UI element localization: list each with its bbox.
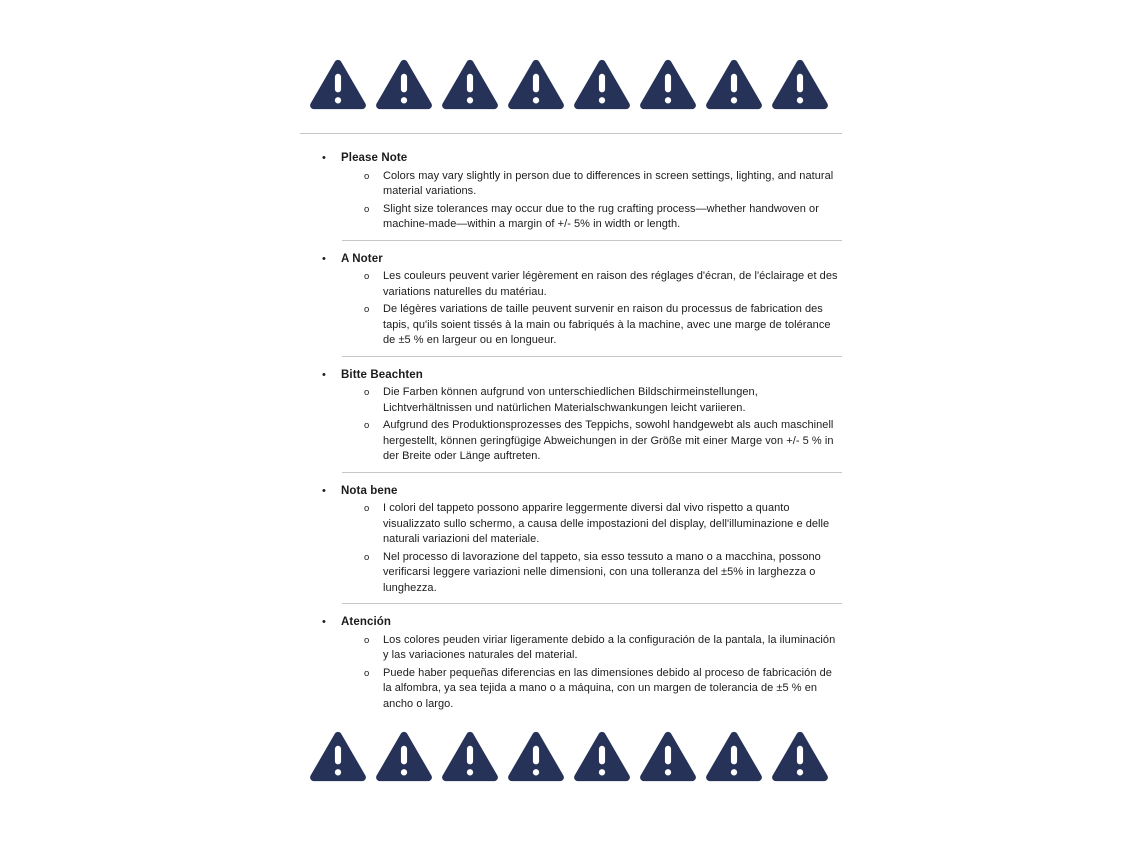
note-section <box>300 615 842 712</box>
warning-triangle-icon <box>772 58 828 111</box>
circle-bullet-marker: o <box>364 387 370 398</box>
warning-triangle-icon <box>640 58 696 111</box>
warning-triangle-icon <box>442 58 498 111</box>
section-title: Bitte Beachten <box>341 368 423 381</box>
circle-bullet-marker: o <box>364 170 370 182</box>
section-divider <box>342 472 842 473</box>
warning-triangle-icon <box>376 730 432 783</box>
note-text: Les couleurs peuvent varier légèrement en raison des réglages d'écran, de l'éclairage et des variations naturelles du matériau. <box>383 270 838 298</box>
note-section <box>300 368 842 473</box>
section-header <box>300 252 842 268</box>
note-section <box>300 252 842 357</box>
note-text: Nel processo di lavorazione del tappeto, sia esso tessuto a mano o a macchina, possono verificarsi leggere variazioni nelle dimensioni, con una tolleranza del ±5% in larghezza o lunghezza. <box>383 550 821 594</box>
note-item <box>300 202 842 233</box>
note-section <box>300 151 842 241</box>
section-divider <box>342 603 842 604</box>
note-text: Los colores peuden viriar ligeramente debido a la configuración de la pantala, la iluminación y las variaciones naturales del material. <box>383 633 836 661</box>
warning-triangle-icon <box>640 730 696 783</box>
note-sections <box>300 151 842 712</box>
bullet-marker: • <box>322 252 326 265</box>
warning-triangle-icon <box>706 730 762 783</box>
note-item <box>300 169 842 200</box>
warning-triangle-icon <box>772 730 828 783</box>
top-divider <box>300 133 842 134</box>
warning-triangle-icon <box>310 58 366 111</box>
bullet-marker: • <box>322 484 326 497</box>
warning-triangle-icon <box>442 730 498 783</box>
circle-bullet-marker: o <box>364 634 370 646</box>
bullet-marker: • <box>322 368 326 381</box>
circle-bullet-marker: o <box>364 420 370 431</box>
warning-triangle-icon <box>508 730 564 783</box>
section-header <box>300 615 842 631</box>
section-header <box>300 484 842 500</box>
note-section <box>300 484 842 605</box>
circle-bullet-marker: o <box>364 304 370 315</box>
note-item <box>300 302 842 349</box>
note-text: Puede haber pequeñas diferencias en las dimensiones debido al proceso de fabricación de la alfombra, ya sea tejida a mano o a máquina, con un margen de tolerancia de ±5 % en ancho o largo. <box>383 666 832 710</box>
note-item <box>300 633 842 664</box>
warning-triangle-row-bottom <box>300 730 842 783</box>
section-header <box>300 151 842 167</box>
section-divider <box>342 356 842 357</box>
circle-bullet-marker: o <box>364 203 370 215</box>
note-text: I colori del tappeto possono apparire leggermente diversi dal vivo rispetto a quanto visualizzato sullo schermo, a causa delle impostazioni del display, dell'illuminazione e delle naturali variazioni del materiale. <box>383 502 830 545</box>
circle-bullet-marker: o <box>364 503 370 514</box>
section-divider <box>342 240 842 241</box>
note-text: De légères variations de taille peuvent survenir en raison du processus de fabrication des tapis, qu'ils soient tissés à la main ou fabriqués à la machine, avec une marge de tolérance de ±5 % en largeur ou en longueur. <box>383 303 831 346</box>
warning-triangle-icon <box>310 730 366 783</box>
note-item <box>300 269 842 300</box>
section-title: A Noter <box>341 252 383 265</box>
section-title: Atención <box>341 616 391 628</box>
section-title: Nota bene <box>341 484 398 497</box>
section-title: Please Note <box>341 152 408 164</box>
note-item <box>300 501 842 548</box>
circle-bullet-marker: o <box>364 667 370 679</box>
warning-triangle-icon <box>574 730 630 783</box>
warning-triangle-row-top <box>300 58 842 111</box>
bullet-marker: • <box>322 616 326 628</box>
note-text: Slight size tolerances may occur due to the rug crafting process—whether handwoven or machine-made—within a margin of +/- 5% in width or length. <box>383 202 819 230</box>
warning-triangle-icon <box>376 58 432 111</box>
warning-triangle-icon <box>706 58 762 111</box>
note-text: Die Farben können aufgrund von unterschiedlichen Bildschirmeinstellungen, Lichtverhältnissen und natürlichen Materialschwankungen leicht variieren. <box>383 386 758 414</box>
note-text: Aufgrund des Produktionsprozesses des Teppichs, sowohl handgewebt als auch maschinell hergestellt, können geringfügige Abweichungen in der Größe mit einer Marge von +/- 5 % in der Breite oder Länge auftreten. <box>383 419 834 462</box>
warning-triangle-icon <box>508 58 564 111</box>
note-item <box>300 550 842 597</box>
circle-bullet-marker: o <box>364 551 370 563</box>
bullet-marker: • <box>322 152 326 164</box>
note-item <box>300 666 842 713</box>
note-item <box>300 418 842 465</box>
warning-triangle-icon <box>574 58 630 111</box>
note-item <box>300 385 842 416</box>
notes-document <box>300 0 842 783</box>
section-header <box>300 368 842 384</box>
circle-bullet-marker: o <box>364 271 370 282</box>
note-text: Colors may vary slightly in person due to differences in screen settings, lighting, and natural material variations. <box>383 169 834 197</box>
